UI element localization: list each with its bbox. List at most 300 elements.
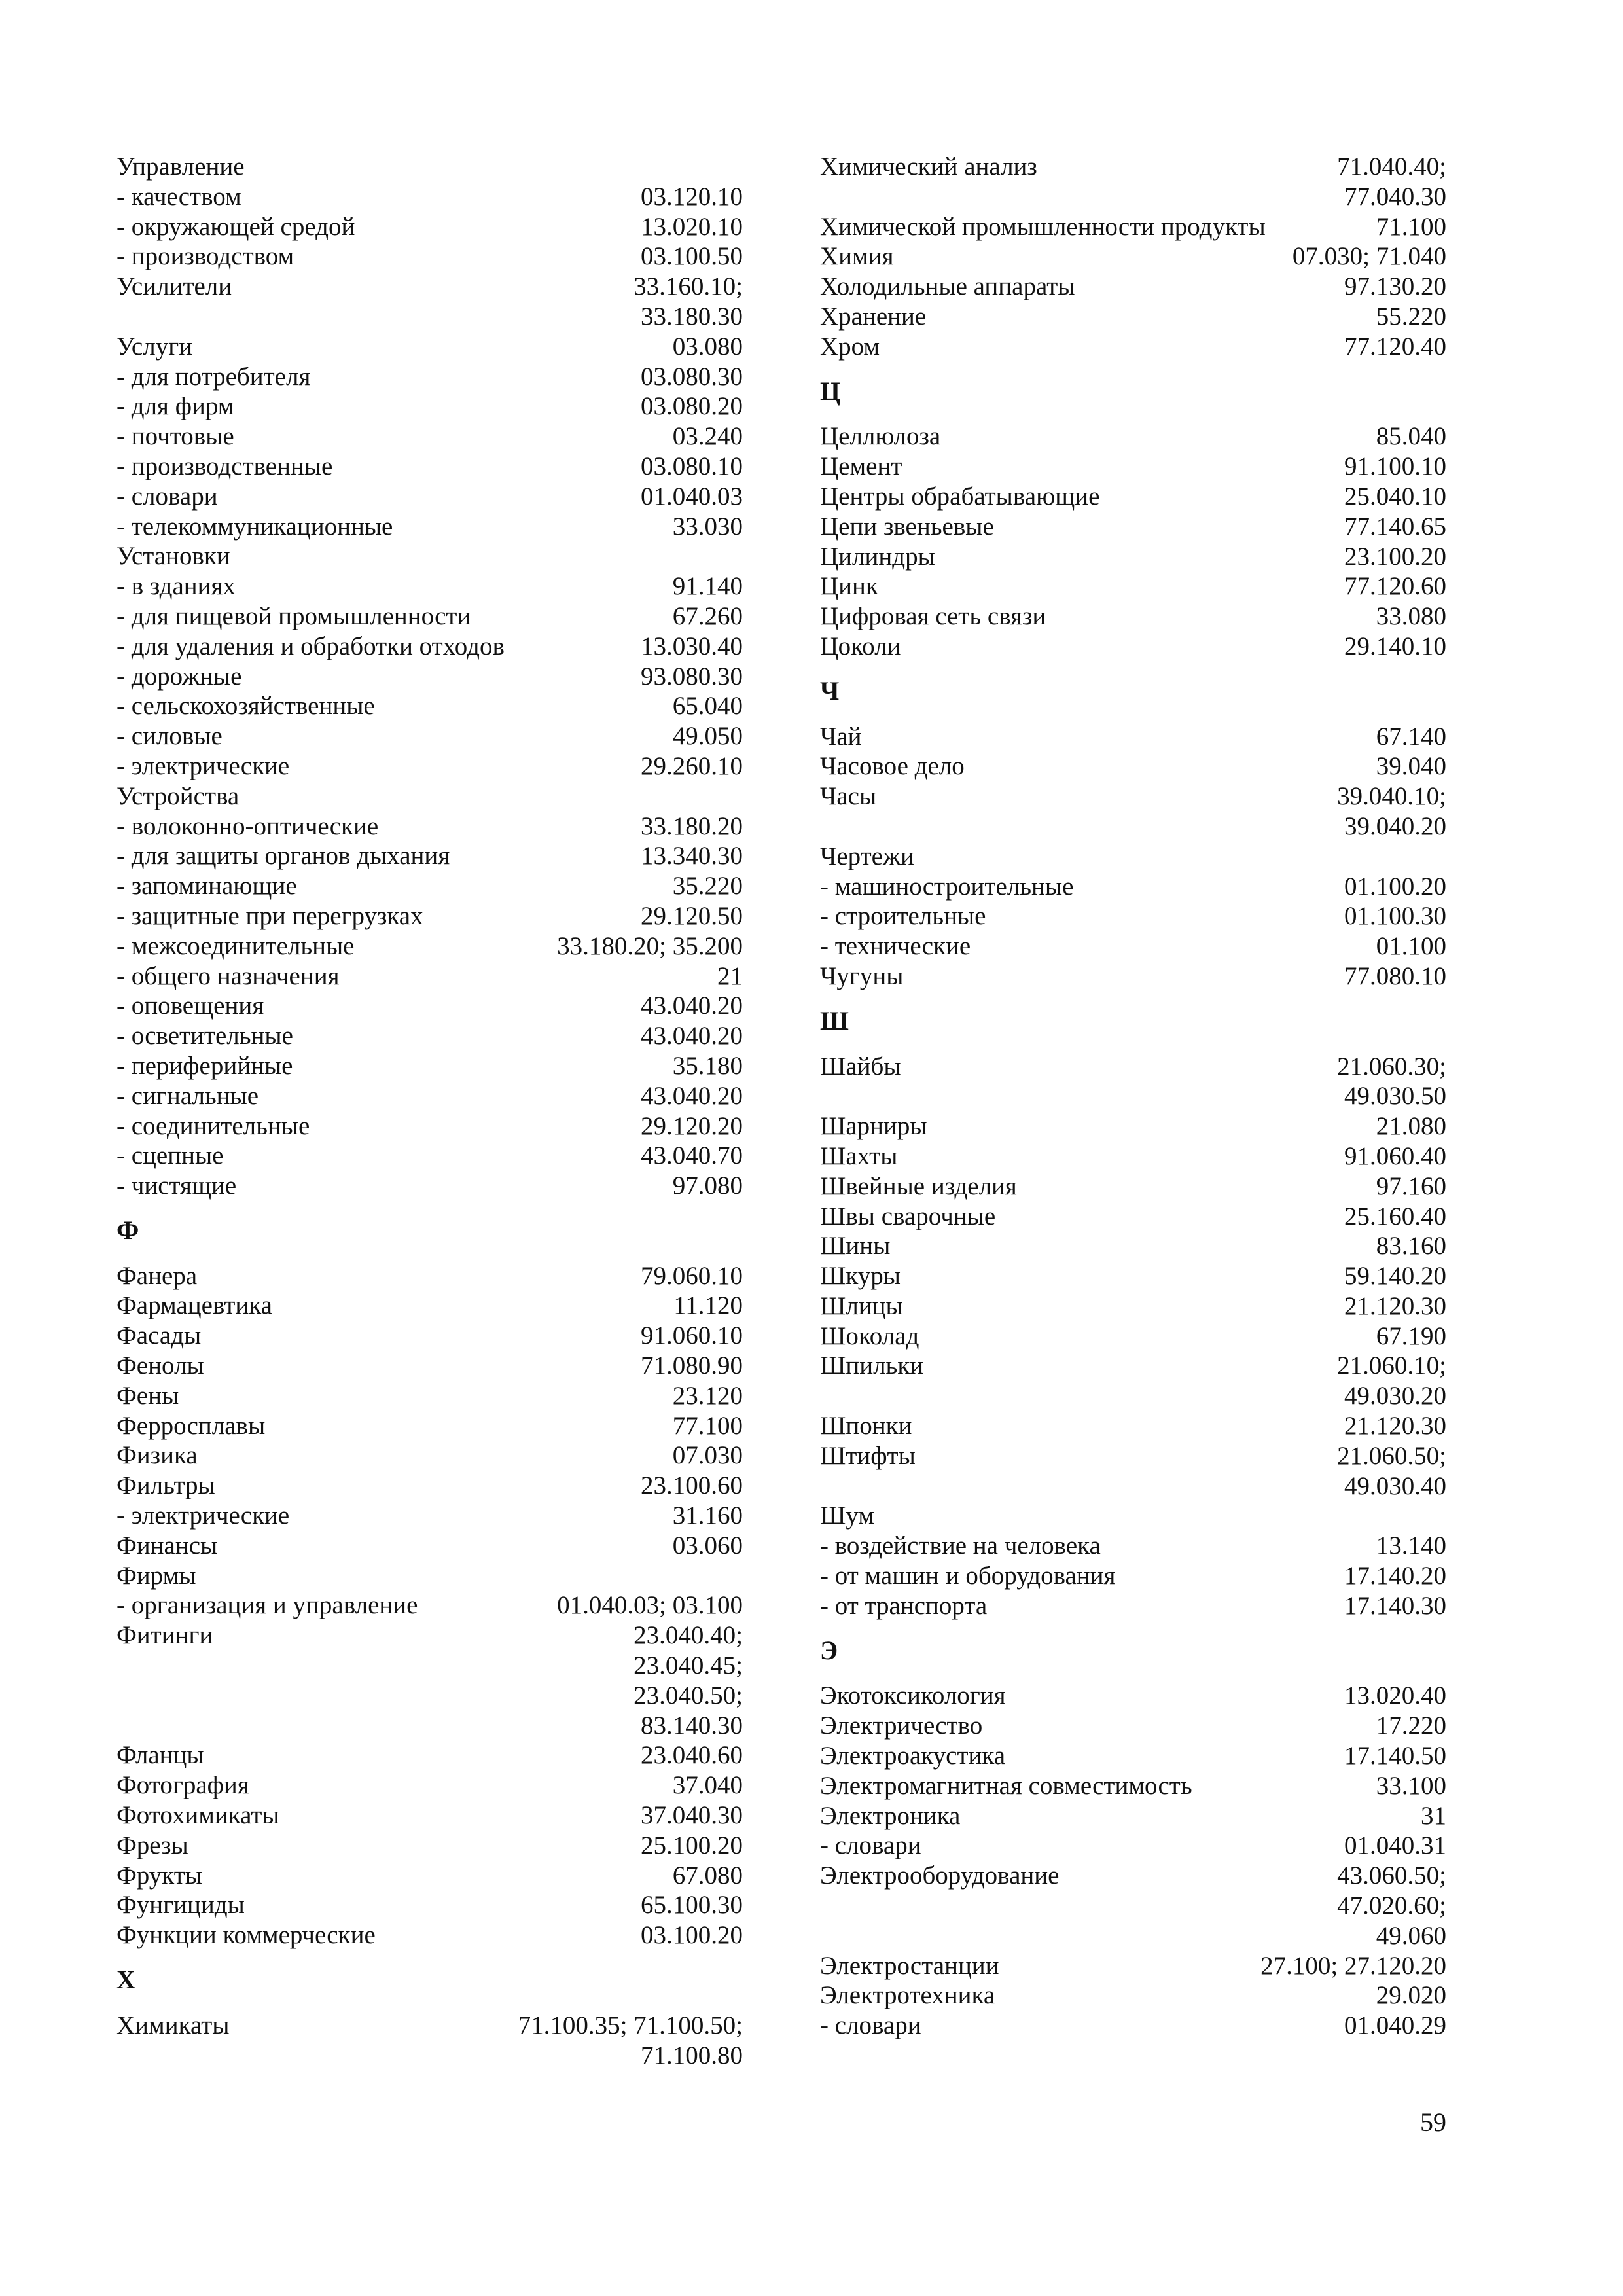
index-entry: [116, 812, 743, 842]
index-entry: [820, 1141, 1446, 1172]
entry-term: Хром: [820, 332, 880, 361]
entry-code: 03.080.10: [641, 452, 743, 480]
section-letter-heading: Ч: [820, 675, 840, 706]
index-column-right: [820, 152, 1446, 2041]
index-entry: [820, 332, 1446, 362]
index-entry: [116, 1590, 743, 1621]
entry-term: - от транспорта: [820, 1591, 988, 1620]
entry-term: - электрические: [116, 751, 290, 780]
entry-code: 23.040.50;: [633, 1681, 743, 1710]
index-entry: [820, 1411, 1446, 1441]
entry-code: 71.080.90: [641, 1352, 743, 1380]
entry-term: - периферийные: [116, 1051, 293, 1080]
entry-code: 03.100.50: [641, 242, 743, 271]
index-entry: [820, 512, 1446, 542]
entry-term: Электромагнитная совместимость: [820, 1771, 1192, 1800]
entry-term: Установки: [116, 542, 230, 571]
index-entry-continuation: [116, 2041, 743, 2071]
entry-code: 21.060.10;: [1337, 1352, 1446, 1380]
index-entry: [820, 1321, 1446, 1352]
entry-term: Чай: [820, 722, 862, 751]
entry-code: 13.020.40: [1344, 1681, 1446, 1710]
entry-code: 03.080.30: [641, 362, 743, 391]
entry-term: Фрезы: [116, 1831, 188, 1859]
entry-term: - машиностроительные: [820, 872, 1074, 901]
entry-code: 83.140.30: [641, 1711, 743, 1740]
entry-code: 07.030: [672, 1441, 743, 1470]
entry-term: Штифты: [820, 1441, 916, 1470]
entry-term: Часы: [820, 782, 877, 811]
index-entry: [116, 662, 743, 692]
entry-code: 85.040: [1376, 422, 1446, 451]
entry-term: - строительные: [820, 902, 986, 931]
entry-code: 77.120.40: [1344, 332, 1446, 361]
entry-code: 23.040.40;: [633, 1621, 743, 1650]
entry-code: 17.140.30: [1344, 1591, 1446, 1620]
entry-term: Шпонки: [820, 1412, 912, 1441]
entry-code: 29.260.10: [641, 751, 743, 780]
entry-term: - для пищевой промышленности: [116, 601, 471, 630]
entry-code: 33.080: [1376, 602, 1446, 631]
index-entry: [820, 872, 1446, 902]
entry-code: 33.180.20; 35.200: [557, 931, 743, 960]
entry-term: Фильтры: [116, 1471, 215, 1500]
entry-term: - электрические: [116, 1501, 290, 1530]
entry-code: 13.020.10: [641, 212, 743, 241]
entry-term: Швы сварочные: [820, 1202, 996, 1230]
entry-term: Шпильки: [820, 1352, 924, 1380]
entry-term: - почтовые: [116, 422, 234, 451]
index-entry: [820, 482, 1446, 512]
entry-code: 91.140: [672, 572, 743, 601]
index-entry: [116, 1111, 743, 1141]
entry-code: 71.100.80: [641, 2041, 743, 2070]
entry-term: - общего назначения: [116, 961, 340, 990]
index-entry: [116, 1890, 743, 1920]
entry-term: - телекоммуникационные: [116, 512, 393, 541]
entry-term: Экотоксикология: [820, 1681, 1006, 1710]
index-entry: [116, 452, 743, 482]
entry-code: 59.140.20: [1344, 1262, 1446, 1291]
index-entry: [820, 1591, 1446, 1621]
entry-term: Электроакустика: [820, 1742, 1006, 1770]
entry-term: Электротехника: [820, 1981, 995, 2010]
entry-term: Цилиндры: [820, 542, 935, 571]
entry-code: 25.160.40: [1344, 1202, 1446, 1230]
index-entry: [820, 212, 1446, 242]
index-entry: [116, 1621, 743, 1651]
entry-term: Хранение: [820, 302, 927, 331]
entry-term: - для защиты органов дыхания: [116, 842, 450, 870]
index-entry-continuation: [820, 182, 1446, 212]
entry-term: Шкуры: [820, 1262, 901, 1291]
entry-code: 49.030.20: [1344, 1382, 1446, 1410]
entry-term: Шины: [820, 1232, 891, 1261]
entry-term: Шайбы: [820, 1052, 901, 1081]
index-entry: [116, 1141, 743, 1171]
index-entry-continuation: [820, 1471, 1446, 1501]
entry-term: - словари: [820, 1831, 921, 1860]
entry-code: 71.040.40;: [1337, 152, 1446, 181]
index-entry: [820, 2011, 1446, 2041]
entry-term: Фармацевтика: [116, 1291, 272, 1320]
entry-term: - окружающей средой: [116, 212, 355, 241]
index-entry: [820, 1351, 1446, 1381]
index-entry: [116, 1740, 743, 1770]
entry-code: 03.120.10: [641, 182, 743, 211]
entry-term: Шум: [820, 1501, 875, 1530]
index-entry: [116, 1411, 743, 1441]
entry-term: Услуги: [116, 332, 193, 361]
entry-term: Фотография: [116, 1771, 249, 1800]
entry-code: 25.040.10: [1344, 482, 1446, 511]
entry-code: 83.160: [1376, 1232, 1446, 1261]
entry-code: 23.100.20: [1344, 542, 1446, 571]
entry-code: 77.100: [672, 1411, 743, 1440]
entry-term: Часовое дело: [820, 752, 965, 781]
entry-term: Финансы: [116, 1531, 218, 1560]
index-entry: [820, 1741, 1446, 1771]
entry-term: - для потребителя: [116, 362, 311, 391]
entry-code: 21.120.30: [1344, 1291, 1446, 1320]
entry-term: Физика: [116, 1441, 198, 1470]
entry-term: - воздействие на человека: [820, 1532, 1101, 1560]
entry-code: 01.040.29: [1344, 2011, 1446, 2040]
index-entry: [820, 842, 1446, 872]
entry-code: 67.140: [1376, 722, 1446, 751]
entry-code: 01.100.30: [1344, 902, 1446, 931]
index-entry: [820, 1681, 1446, 1711]
entry-code: 39.040.20: [1344, 812, 1446, 840]
entry-code: 91.060.10: [641, 1321, 743, 1350]
index-entry: [820, 1111, 1446, 1141]
entry-term: - силовые: [116, 722, 223, 751]
entry-term: Шлицы: [820, 1291, 903, 1320]
entry-code: 97.080: [672, 1172, 743, 1200]
index-entry: [116, 422, 743, 452]
entry-code: 47.020.60;: [1337, 1892, 1446, 1920]
entry-term: - соединительные: [116, 1111, 310, 1140]
entry-term: - словари: [116, 482, 218, 511]
entry-term: Фены: [116, 1381, 179, 1410]
entry-code: 21: [717, 961, 743, 990]
index-entry: [116, 691, 743, 721]
section-letter-heading: Х: [116, 1965, 135, 1995]
index-entry: [116, 1021, 743, 1051]
entry-code: 37.040.30: [641, 1801, 743, 1830]
entry-term: Чертежи: [820, 842, 914, 870]
entry-code: 01.100.20: [1344, 872, 1446, 901]
index-entry: [116, 1051, 743, 1081]
entry-term: - от машин и оборудования: [820, 1562, 1116, 1590]
index-entry: [116, 512, 743, 542]
entry-code: 03.080.20: [641, 392, 743, 421]
entry-code: 13.340.30: [641, 842, 743, 870]
entry-term: Ферросплавы: [116, 1411, 266, 1440]
entry-term: Холодильные аппараты: [820, 272, 1075, 301]
entry-code: 77.120.60: [1344, 572, 1446, 601]
entry-code: 67.080: [672, 1861, 743, 1890]
entry-term: Цоколи: [820, 632, 901, 660]
entry-code: 31: [1421, 1801, 1446, 1830]
entry-code: 21.060.30;: [1337, 1052, 1446, 1081]
entry-term: Фланцы: [116, 1741, 204, 1770]
entry-code: 49.030.50: [1344, 1082, 1446, 1111]
entry-code: 03.100.20: [641, 1921, 743, 1950]
entry-term: Устройства: [116, 781, 240, 810]
entry-code: 35.220: [672, 872, 743, 901]
entry-term: Цифровая сеть связи: [820, 602, 1046, 631]
index-entry: [820, 632, 1446, 662]
entry-code: 91.100.10: [1344, 452, 1446, 481]
entry-term: - организация и управление: [116, 1591, 418, 1620]
index-entry-continuation: [116, 1711, 743, 1741]
entry-term: - защитные при перегрузках: [116, 901, 423, 930]
entry-code: 25.100.20: [641, 1831, 743, 1859]
entry-code: 37.040: [672, 1771, 743, 1800]
entry-code: 23.120: [672, 1381, 743, 1410]
index-entry: [116, 332, 743, 362]
index-entry: [116, 1801, 743, 1831]
index-entry: [820, 272, 1446, 302]
entry-code: 29.020: [1376, 1981, 1446, 2010]
index-entry: [820, 1231, 1446, 1261]
index-entry: [820, 1172, 1446, 1202]
entry-term: - волоконно-оптические: [116, 812, 379, 840]
section-letter-heading: Э: [820, 1635, 838, 1665]
index-entry-continuation: [820, 1381, 1446, 1411]
entry-code: 65.100.30: [641, 1891, 743, 1920]
index-entry: [820, 302, 1446, 332]
entry-term: - сельскохозяйственные: [116, 692, 375, 721]
index-entry: [116, 931, 743, 961]
index-entry: [116, 1561, 743, 1591]
entry-term: Усилители: [116, 272, 232, 301]
entry-code: 39.040: [1376, 752, 1446, 781]
entry-term: Шахты: [820, 1141, 898, 1170]
entry-code: 67.190: [1376, 1321, 1446, 1350]
index-entry-continuation: [116, 302, 743, 332]
index-entry-continuation: [820, 1921, 1446, 1951]
index-entry: [820, 1561, 1446, 1591]
entry-term: Шарниры: [820, 1112, 927, 1141]
index-entry: [116, 901, 743, 931]
entry-code: 03.080: [672, 332, 743, 361]
index-entry: [820, 242, 1446, 272]
index-entry: [116, 1381, 743, 1411]
entry-term: - чистящие: [116, 1172, 237, 1200]
index-entry: [116, 961, 743, 992]
index-entry: [820, 722, 1446, 752]
entry-code: 33.100: [1376, 1771, 1446, 1800]
entry-code: 71.100.35; 71.100.50;: [518, 2011, 743, 2039]
entry-code: 97.160: [1376, 1172, 1446, 1200]
entry-code: 79.060.10: [641, 1261, 743, 1290]
entry-code: 77.140.65: [1344, 512, 1446, 541]
entry-code: 21.120.30: [1344, 1412, 1446, 1441]
index-entry: [820, 601, 1446, 632]
index-entry: [116, 1831, 743, 1861]
index-entry: [116, 571, 743, 601]
entry-code: 01.040.03: [641, 482, 743, 511]
index-entry: [820, 1261, 1446, 1291]
entry-code: 13.140: [1376, 1532, 1446, 1560]
index-entry: [820, 1981, 1446, 2011]
index-entry: [116, 1351, 743, 1381]
entry-term: Цепи звеньевые: [820, 512, 994, 541]
entry-code: 35.180: [672, 1051, 743, 1080]
index-entry: [116, 721, 743, 751]
entry-term: - осветительные: [116, 1022, 293, 1050]
entry-term: Электрооборудование: [820, 1861, 1060, 1890]
entry-term: Цемент: [820, 452, 902, 481]
entry-term: Фенолы: [116, 1352, 204, 1380]
index-entry: [116, 1081, 743, 1111]
entry-term: - словари: [820, 2011, 921, 2040]
index-entry-continuation: [116, 1681, 743, 1711]
entry-term: Химикаты: [116, 2011, 230, 2039]
index-entry: [116, 1471, 743, 1501]
index-entry: [116, 242, 743, 272]
entry-code: 43.040.20: [641, 992, 743, 1020]
index-entry: [820, 1771, 1446, 1801]
index-entry-continuation: [820, 812, 1446, 842]
index-entry: [116, 1261, 743, 1291]
entry-code: 21.060.50;: [1337, 1441, 1446, 1470]
entry-code: 01.040.03; 03.100: [557, 1591, 743, 1620]
entry-code: 23.040.45;: [633, 1651, 743, 1680]
entry-code: 33.180.30: [641, 302, 743, 331]
index-entry: [820, 901, 1446, 931]
entry-term: - в зданиях: [116, 572, 236, 601]
entry-term: Центры обрабатывающие: [820, 482, 1100, 511]
index-entry: [820, 1052, 1446, 1082]
index-entry: [820, 1441, 1446, 1471]
index-entry: [116, 541, 743, 571]
entry-code: 67.260: [672, 601, 743, 630]
index-entry: [116, 991, 743, 1021]
index-entry-continuation: [116, 1651, 743, 1681]
entry-code: 43.040.70: [641, 1141, 743, 1170]
entry-term: Электростанции: [820, 1951, 999, 1980]
entry-term: Цинк: [820, 572, 878, 601]
index-entry: [820, 1202, 1446, 1232]
entry-code: 03.060: [672, 1531, 743, 1560]
entry-term: Фанера: [116, 1261, 198, 1290]
entry-code: 77.040.30: [1344, 182, 1446, 211]
entry-code: 33.160.10;: [633, 272, 743, 301]
entry-code: 13.030.40: [641, 632, 743, 660]
entry-term: - для удаления и обработки отходов: [116, 632, 505, 660]
entry-term: Химия: [820, 242, 894, 271]
index-entry: [116, 751, 743, 781]
entry-term: Электроника: [820, 1801, 961, 1830]
index-entry: [820, 1831, 1446, 1861]
entry-term: Фрукты: [116, 1861, 202, 1890]
index-entry: [116, 632, 743, 662]
entry-code: 71.100: [1376, 212, 1446, 241]
entry-term: Фотохимикаты: [116, 1801, 279, 1830]
index-entry: [820, 1531, 1446, 1561]
index-entry: [820, 542, 1446, 572]
index-entry: [820, 422, 1446, 452]
index-entry: [820, 1501, 1446, 1531]
index-entry: [820, 931, 1446, 961]
entry-term: Фунгициды: [116, 1891, 245, 1920]
entry-term: Швейные изделия: [820, 1172, 1017, 1200]
entry-code: 07.030; 71.040: [1292, 242, 1446, 271]
entry-term: - сигнальные: [116, 1081, 259, 1110]
entry-code: 33.030: [672, 512, 743, 541]
index-entry: [116, 182, 743, 212]
entry-code: 23.040.60: [641, 1741, 743, 1770]
entry-code: 65.040: [672, 692, 743, 721]
entry-code: 49.060: [1376, 1921, 1446, 1950]
page-number: 59: [1420, 2108, 1446, 2137]
entry-term: - запоминающие: [116, 872, 297, 901]
entry-term: Чугуны: [820, 961, 904, 990]
index-entry: [116, 1861, 743, 1891]
entry-code: 97.130.20: [1344, 272, 1446, 301]
index-entry: [116, 152, 743, 182]
index-entry: [116, 1441, 743, 1471]
entry-code: 43.040.20: [641, 1022, 743, 1050]
index-entry: [820, 1801, 1446, 1831]
index-entry: [116, 482, 743, 512]
index-entry: [820, 1951, 1446, 1981]
entry-term: Химической промышленности продукты: [820, 212, 1266, 241]
section-letter-heading: Ш: [820, 1005, 849, 1035]
entry-code: 23.100.60: [641, 1471, 743, 1500]
entry-code: 49.050: [672, 722, 743, 751]
index-entry: [116, 391, 743, 422]
index-entry: [116, 2011, 743, 2041]
entry-term: Фасады: [116, 1321, 202, 1350]
index-entry: [116, 1171, 743, 1201]
entry-code: 17.140.20: [1344, 1562, 1446, 1590]
entry-code: 29.140.10: [1344, 632, 1446, 660]
index-entry: [116, 871, 743, 901]
index-entry-continuation: [820, 1081, 1446, 1111]
index-entry-continuation: [820, 1891, 1446, 1921]
index-entry: [820, 452, 1446, 482]
index-entry: [820, 961, 1446, 992]
entry-code: 03.240: [672, 422, 743, 451]
entry-code: 55.220: [1376, 302, 1446, 331]
entry-code: 17.140.50: [1344, 1742, 1446, 1770]
entry-term: Управление: [116, 152, 245, 181]
index-entry: [116, 1321, 743, 1351]
index-entry: [820, 571, 1446, 601]
index-entry: [820, 1861, 1446, 1891]
entry-term: Химический анализ: [820, 152, 1037, 181]
index-entry: [116, 1291, 743, 1321]
index-entry: [116, 1920, 743, 1950]
index-entry: [116, 272, 743, 302]
entry-term: Электричество: [820, 1712, 983, 1740]
entry-code: 29.120.20: [641, 1111, 743, 1140]
entry-term: Функции коммерческие: [116, 1921, 376, 1950]
entry-code: 91.060.40: [1344, 1141, 1446, 1170]
entry-code: 17.220: [1376, 1712, 1446, 1740]
entry-code: 21.080: [1376, 1112, 1446, 1141]
entry-code: 49.030.40: [1344, 1471, 1446, 1500]
entry-term: - производством: [116, 242, 294, 271]
entry-term: Целлюлоза: [820, 422, 941, 451]
entry-term: - дорожные: [116, 662, 242, 691]
index-entry: [116, 1501, 743, 1531]
index-entry: [820, 751, 1446, 781]
